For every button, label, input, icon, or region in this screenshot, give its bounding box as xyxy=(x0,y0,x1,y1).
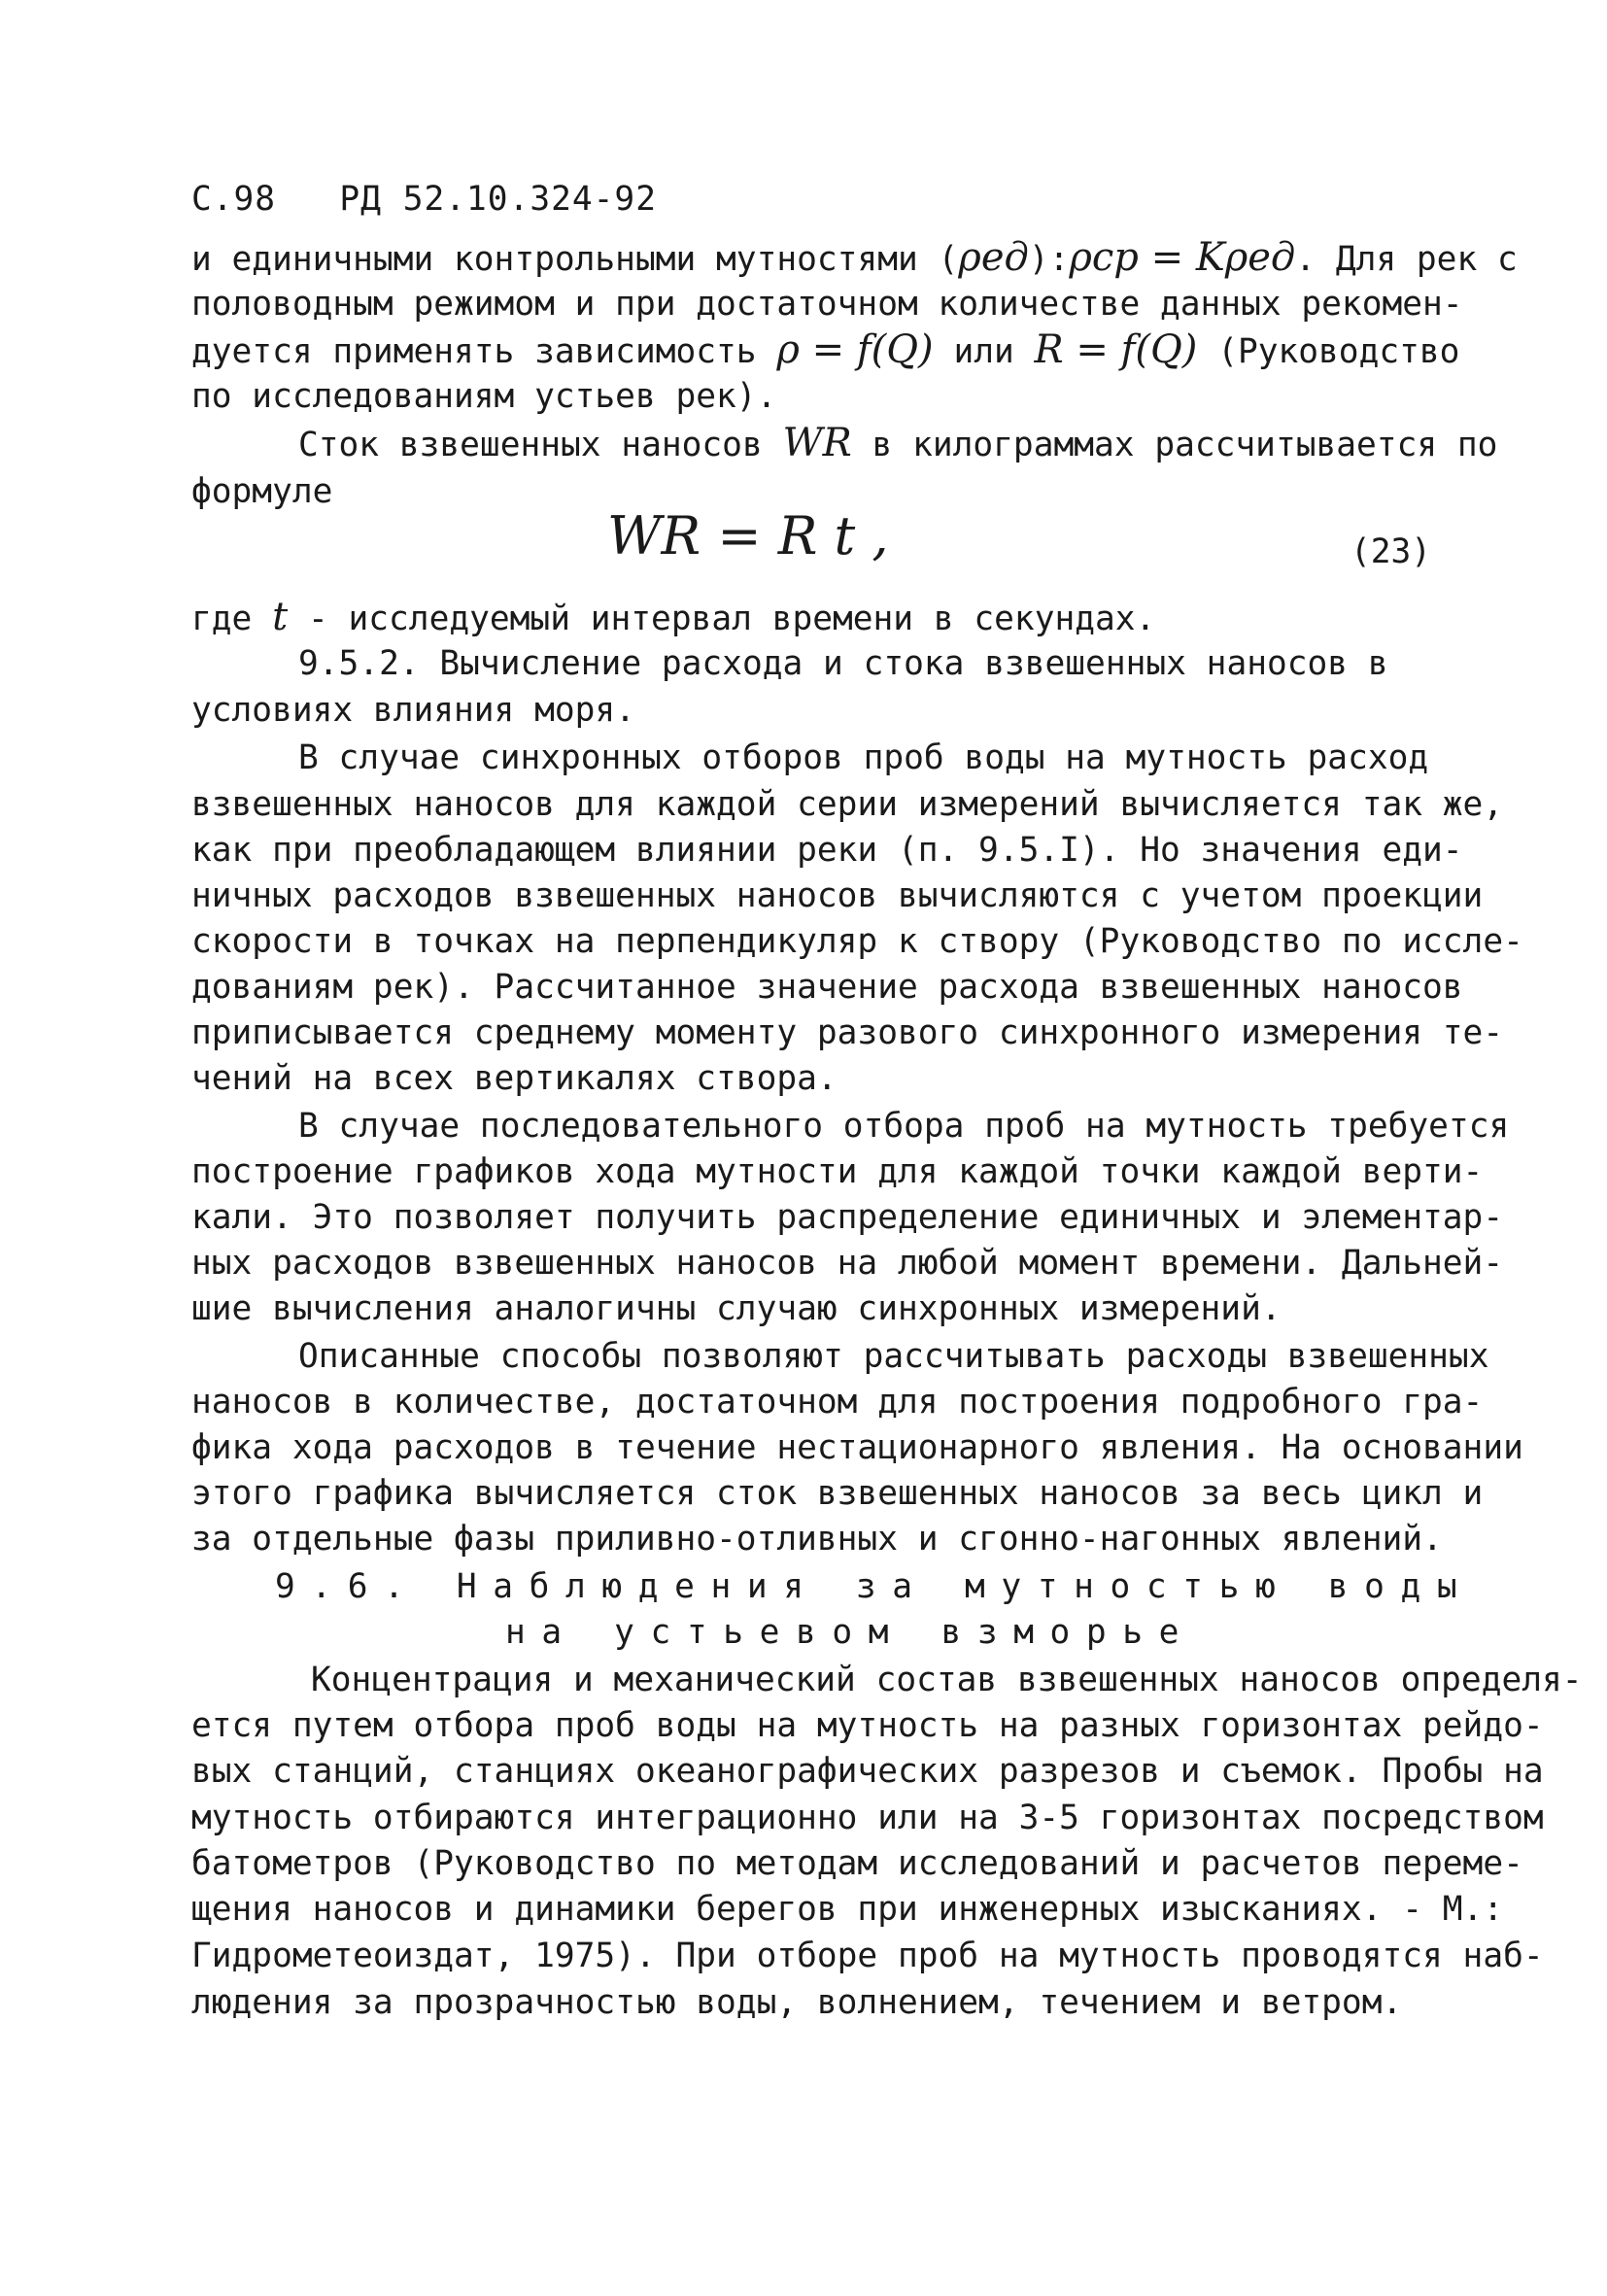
text-line: чений на всех вертикалях створа. xyxy=(191,1059,838,1098)
text-line: ется путем отбора проб воды на мутность на разных горизонтах рейдо- xyxy=(191,1706,1544,1745)
text-line: половодным режимом и при достаточном количестве данных рекомен- xyxy=(191,285,1463,324)
formula-rho-fq: ρ = f(Q) xyxy=(776,327,934,372)
text-line: где t - исследуемый интервал времени в секундах. xyxy=(191,595,1156,639)
document-code: РД 52.10.324-92 xyxy=(339,180,657,219)
text-line: батометров (Руководство по методам исследований и расчетов переме- xyxy=(191,1844,1523,1883)
text-line: как при преобладающем влиянии реки (п. 9.5.I). Но значения еди- xyxy=(191,831,1463,870)
section-heading-line2: на устьевом взморье xyxy=(505,1613,1196,1652)
text-line: по исследованиям устьев рек). xyxy=(191,377,777,416)
text-line: за отдельные фазы приливно-отливных и сгонно-нагонных явлений. xyxy=(191,1520,1443,1559)
text-line: дованиям рек). Рассчитанное значение расхода взвешенных наносов xyxy=(191,968,1463,1007)
text-line: приписывается среднему моменту разового синхронного измерения те- xyxy=(191,1013,1504,1052)
section-heading: 9.6. Наблюдения за мутностью воды xyxy=(275,1567,1474,1606)
text-line: Описанные способы позволяют рассчитывать расходы взвешенных xyxy=(298,1337,1489,1376)
formula-w-r: WR xyxy=(782,421,852,465)
text-line: Гидрометеоиздат, 1975). При отборе проб на мутность проводятся наб- xyxy=(191,1936,1544,1975)
formula-rho-cp: ρср = Kρед xyxy=(1069,235,1296,280)
formula-t: t xyxy=(272,595,289,639)
page-number: С.98 xyxy=(191,180,277,219)
text-line: формуле xyxy=(191,472,333,511)
text-line: наносов в количестве, достаточном для построения подробного гра- xyxy=(191,1383,1484,1422)
text-line: и единичными контрольными мутностями (ρед):ρср = Kρед. Для рек с xyxy=(191,235,1518,280)
text-line: В случае последовательного отбора проб на мутность требуется xyxy=(298,1107,1510,1146)
formula-main: WR = R t , xyxy=(607,505,889,566)
text-line: мутность отбираются интеграционно или на 3-5 горизонтах посредством xyxy=(191,1799,1544,1837)
text-line: кали. Это позволяет получить распределение единичных и элементар- xyxy=(191,1198,1504,1237)
text-line: условиях влияния моря. xyxy=(191,691,635,730)
text-line: взвешенных наносов для каждой серии измерений вычисляется так же, xyxy=(191,785,1504,824)
text-line: фика хода расходов в течение нестационарного явления. На основании xyxy=(191,1428,1523,1467)
text-line: В случае синхронных отборов проб воды на мутность расход xyxy=(298,738,1429,777)
text-line: щения наносов и динамики берегов при инженерных изысканиях. - М.: xyxy=(191,1890,1504,1929)
text-line: шие вычисления аналогичны случаю синхронных измерений. xyxy=(191,1289,1282,1328)
text-line: дуется применять зависимость ρ = f(Q) или R = f(Q) (Руководство xyxy=(191,327,1460,372)
equation-number: (23) xyxy=(1351,532,1432,571)
text-line: ных расходов взвешенных наносов на любой момент времени. Дальней- xyxy=(191,1244,1504,1283)
text-line: Сток взвешенных наносов WR в килограммах рассчитывается по xyxy=(298,421,1498,465)
text-line: построение графиков хода мутности для каждой точки каждой верти- xyxy=(191,1152,1484,1191)
page-header xyxy=(191,177,657,222)
formula-rho-ed: ρед xyxy=(958,235,1029,280)
text-line: людения за прозрачностью воды, волнением, течением и ветром. xyxy=(191,1983,1403,2022)
text-line: вых станций, станциях океанографических разрезов и съемок. Пробы на xyxy=(191,1752,1544,1791)
formula-r-fq: R = f(Q) xyxy=(1034,327,1198,372)
text-line: скорости в точках на перпендикуляр к створу (Руководство по иссле- xyxy=(191,922,1523,961)
text-line: этого графика вычисляется сток взвешенных наносов за весь цикл и xyxy=(191,1474,1484,1513)
text-line: ничных расходов взвешенных наносов вычисляются с учетом проекции xyxy=(191,876,1484,915)
text-line: Концентрация и механический состав взвешенных наносов определя- xyxy=(311,1661,1583,1699)
section-heading: 9.5.2. Вычисление расхода и стока взвешенных наносов в xyxy=(298,644,1388,683)
